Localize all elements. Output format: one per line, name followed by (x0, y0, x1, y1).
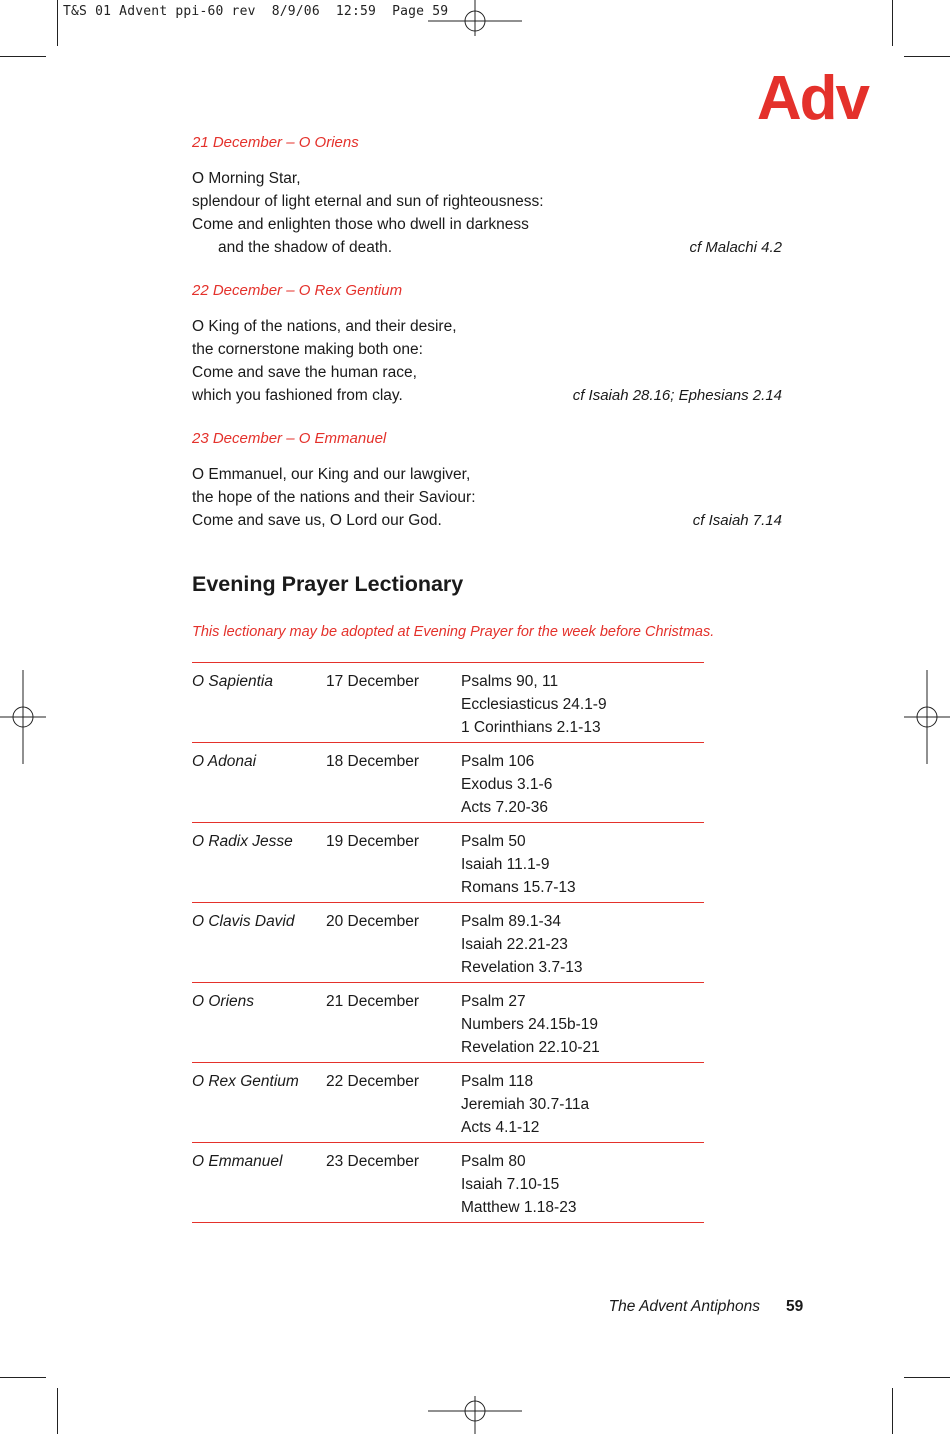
antiphon-heading: 22 December – O Rex Gentium (192, 282, 403, 299)
running-footer-title: The Advent Antiphons (608, 1298, 760, 1315)
reading: Ecclesiasticus 24.1-9 (461, 696, 607, 713)
reading: Numbers 24.15b-19 (461, 1016, 598, 1033)
table-row (192, 983, 704, 1063)
registration-mark-icon (428, 0, 522, 36)
reading: Psalms 90, 11 (461, 673, 559, 690)
row-date: 18 December (326, 753, 420, 770)
verse-line: O Emmanuel, our King and our lawgiver, (192, 466, 471, 483)
antiphon-name: O Adonai (192, 753, 257, 770)
verse-line: Come and enlighten those who dwell in darkness (192, 216, 529, 233)
crop-mark (892, 0, 893, 46)
antiphon-name: O Rex Gentium (192, 1073, 299, 1090)
registration-mark-icon (0, 670, 46, 764)
antiphon-name: O Oriens (192, 993, 255, 1010)
reading: Exodus 3.1-6 (461, 776, 553, 793)
reading: Acts 7.20-36 (461, 799, 549, 816)
registration-mark-icon (428, 1396, 522, 1434)
verse-line-row (192, 509, 782, 532)
table-row (192, 903, 704, 983)
verse-line: and the shadow of death. (218, 239, 393, 256)
table-row (192, 1143, 704, 1223)
verse-line: the hope of the nations and their Saviour: (192, 489, 476, 506)
reading: Psalm 80 (461, 1153, 526, 1170)
table-row (192, 1063, 704, 1143)
section-tab: Adv (756, 64, 868, 133)
crop-mark (57, 1388, 58, 1434)
lectionary-table (192, 662, 704, 1223)
row-readings (461, 830, 576, 899)
verse-line: which you fashioned from clay. (192, 387, 403, 404)
crop-mark (892, 1388, 893, 1434)
reading: Psalm 106 (461, 753, 535, 770)
page-number: 59 (786, 1298, 804, 1315)
lectionary-title: Evening Prayer Lectionary (192, 572, 464, 596)
antiphon-name: O Radix Jesse (192, 833, 293, 850)
antiphon-text (192, 463, 782, 532)
crop-mark (0, 56, 46, 57)
reading: Psalm 89.1-34 (461, 913, 561, 930)
printer-slug: T&S 01 Advent ppi-60 rev 8/9/06 12:59 Page 59 (63, 4, 449, 19)
row-readings (461, 1150, 576, 1219)
antiphon-name: O Emmanuel (192, 1153, 283, 1170)
row-date: 19 December (326, 833, 420, 850)
crop-mark (0, 1377, 46, 1378)
reading: Revelation 22.10-21 (461, 1039, 600, 1056)
table-row (192, 743, 704, 823)
table-row (192, 663, 704, 743)
verse-line-row (192, 236, 782, 259)
reading: Revelation 3.7-13 (461, 959, 583, 976)
reading: Isaiah 7.10-15 (461, 1176, 560, 1193)
row-date: 20 December (326, 913, 420, 930)
verse-line: O King of the nations, and their desire, (192, 318, 457, 335)
reading: Acts 4.1-12 (461, 1119, 540, 1136)
crop-mark (904, 56, 950, 57)
registration-mark-icon (904, 670, 950, 764)
antiphon-heading: 23 December – O Emmanuel (192, 430, 387, 447)
verse-line: the cornerstone making both one: (192, 341, 423, 358)
verse-line: Come and save the human race, (192, 364, 417, 381)
reading: Matthew 1.18-23 (461, 1199, 577, 1216)
row-readings (461, 990, 600, 1059)
reading: Psalm 27 (461, 993, 526, 1010)
row-date: 21 December (326, 993, 420, 1010)
antiphon-heading: 21 December – O Oriens (192, 134, 359, 151)
reading: 1 Corinthians 2.1-13 (461, 719, 601, 736)
reading: Psalm 50 (461, 833, 526, 850)
reading: Isaiah 22.21-23 (461, 936, 568, 953)
verse-line: splendour of light eternal and sun of righteousness: (192, 193, 544, 210)
antiphon-text (192, 315, 782, 407)
reading: Psalm 118 (461, 1073, 534, 1090)
table-row (192, 823, 704, 903)
antiphon-name: O Clavis David (192, 913, 295, 930)
lectionary-intro: This lectionary may be adopted at Evening Prayer for the week before Christmas. (192, 624, 715, 640)
row-readings (461, 910, 583, 979)
crop-mark (904, 1377, 950, 1378)
row-date: 17 December (326, 673, 420, 690)
reading: Romans 15.7-13 (461, 879, 576, 896)
row-readings (461, 750, 552, 819)
scripture-reference: cf Isaiah 28.16; Ephesians 2.14 (572, 387, 782, 404)
crop-mark (57, 0, 58, 46)
row-date: 22 December (326, 1073, 420, 1090)
reading: Isaiah 11.1-9 (461, 856, 550, 873)
verse-line: O Morning Star, (192, 170, 301, 187)
scripture-reference: cf Malachi 4.2 (689, 239, 782, 256)
row-readings (461, 1070, 589, 1139)
antiphon-name: O Sapientia (192, 673, 273, 690)
antiphon-text (192, 167, 782, 259)
scripture-reference: cf Isaiah 7.14 (692, 512, 782, 529)
reading: Jeremiah 30.7-11a (461, 1096, 590, 1113)
verse-line-row (192, 384, 782, 407)
verse-line: Come and save us, O Lord our God. (192, 512, 442, 529)
row-date: 23 December (326, 1153, 420, 1170)
row-readings (461, 670, 607, 739)
